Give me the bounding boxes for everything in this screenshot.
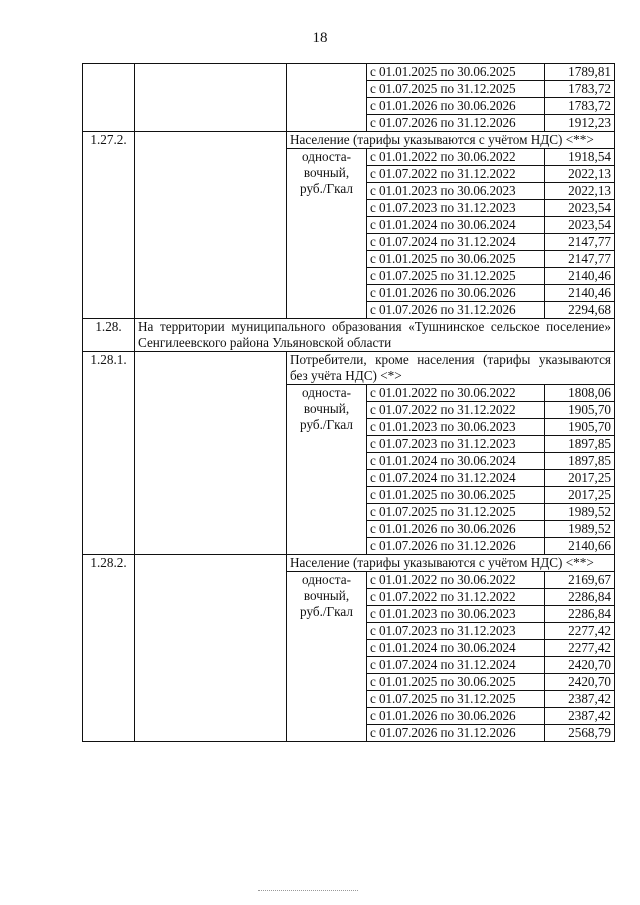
period-cell: с 01.07.2024 по 31.12.2024 [367, 470, 545, 487]
page-number: 18 [312, 30, 328, 46]
tariff-value-cell: 1808,06 [545, 385, 615, 402]
tariff-value-cell: 2023,54 [545, 217, 615, 234]
tariff-value-cell: 2387,42 [545, 691, 615, 708]
period-cell: с 01.07.2022 по 31.12.2022 [367, 402, 545, 419]
tariff-value-cell: 2023,54 [545, 200, 615, 217]
bottom-divider [258, 890, 358, 891]
period-cell: с 01.01.2023 по 30.06.2023 [367, 606, 545, 623]
tariff-value-cell: 2277,42 [545, 640, 615, 657]
period-cell: с 01.07.2025 по 31.12.2025 [367, 81, 545, 98]
territory-row [83, 319, 615, 352]
consumer-group-title: Население (тарифы указываются с учётом НДС) <**> [287, 555, 615, 572]
tariff-value-cell: 1783,72 [545, 81, 615, 98]
tariff-value-cell: 2294,68 [545, 302, 615, 319]
tariff-value-cell: 2017,25 [545, 487, 615, 504]
period-cell: с 01.01.2024 по 30.06.2024 [367, 453, 545, 470]
tariff-value-cell: 1905,70 [545, 402, 615, 419]
period-cell: с 01.07.2026 по 31.12.2026 [367, 725, 545, 742]
tariff-value-cell: 2140,66 [545, 538, 615, 555]
tariff-value-cell: 2022,13 [545, 183, 615, 200]
tariff-value-cell: 1897,85 [545, 453, 615, 470]
tariff-value-cell: 2147,77 [545, 234, 615, 251]
blank-cell [135, 132, 287, 319]
item-number-cell: 1.27.2. [83, 132, 135, 319]
tariff-table [82, 63, 615, 742]
tariff-value-cell: 1897,85 [545, 436, 615, 453]
period-cell: с 01.07.2025 по 31.12.2025 [367, 268, 545, 285]
blank-cell [135, 352, 287, 555]
period-cell: с 01.01.2023 по 30.06.2023 [367, 419, 545, 436]
period-cell: с 01.01.2026 по 30.06.2026 [367, 285, 545, 302]
unit-cell: односта-вочный, руб./Гкал [287, 572, 367, 742]
period-cell: с 01.07.2023 по 31.12.2023 [367, 436, 545, 453]
period-cell: с 01.01.2022 по 30.06.2022 [367, 149, 545, 166]
period-cell: с 01.01.2026 по 30.06.2026 [367, 708, 545, 725]
tariff-value-cell: 2420,70 [545, 657, 615, 674]
period-cell: с 01.01.2025 по 30.06.2025 [367, 251, 545, 268]
period-cell: с 01.01.2024 по 30.06.2024 [367, 217, 545, 234]
tariff-value-cell: 2169,67 [545, 572, 615, 589]
group-header-row [83, 555, 615, 572]
unit-cell [287, 64, 367, 132]
tariff-value-cell: 2022,13 [545, 166, 615, 183]
tariff-value-cell: 1783,72 [545, 98, 615, 115]
period-cell: с 01.01.2022 по 30.06.2022 [367, 385, 545, 402]
tariff-value-cell: 2017,25 [545, 470, 615, 487]
group-header-row [83, 352, 615, 385]
period-cell: с 01.01.2025 по 30.06.2025 [367, 674, 545, 691]
period-cell: с 01.07.2022 по 31.12.2022 [367, 589, 545, 606]
period-cell: с 01.07.2024 по 31.12.2024 [367, 234, 545, 251]
period-cell: с 01.01.2026 по 30.06.2026 [367, 98, 545, 115]
tariff-value-cell: 2140,46 [545, 268, 615, 285]
tariff-value-cell: 2420,70 [545, 674, 615, 691]
tariff-value-cell: 1918,54 [545, 149, 615, 166]
consumer-group-title: Население (тарифы указываются с учётом НДС) <**> [287, 132, 615, 149]
tariff-value-cell: 2277,42 [545, 623, 615, 640]
tariff-value-cell: 1912,23 [545, 115, 615, 132]
period-cell: с 01.01.2024 по 30.06.2024 [367, 640, 545, 657]
blank-cell [135, 555, 287, 742]
period-cell: с 01.07.2025 по 31.12.2025 [367, 504, 545, 521]
period-cell: с 01.07.2026 по 31.12.2026 [367, 302, 545, 319]
item-number-cell: 1.28.1. [83, 352, 135, 555]
period-cell: с 01.01.2022 по 30.06.2022 [367, 572, 545, 589]
period-cell: с 01.07.2023 по 31.12.2023 [367, 200, 545, 217]
period-cell: с 01.01.2025 по 30.06.2025 [367, 64, 545, 81]
period-cell: с 01.07.2026 по 31.12.2026 [367, 538, 545, 555]
consumer-group-title: Потребители, кроме населения (тарифы указываются без учёта НДС) <*> [287, 352, 615, 385]
item-number-cell [83, 64, 135, 132]
tariff-value-cell: 1989,52 [545, 521, 615, 538]
table-row [83, 64, 615, 81]
tariff-value-cell: 2387,42 [545, 708, 615, 725]
unit-cell: односта-вочный, руб./Гкал [287, 385, 367, 555]
period-cell: с 01.01.2025 по 30.06.2025 [367, 487, 545, 504]
period-cell: с 01.07.2025 по 31.12.2025 [367, 691, 545, 708]
tariff-value-cell: 2140,46 [545, 285, 615, 302]
item-number-cell: 1.28. [83, 319, 135, 352]
tariff-value-cell: 2568,79 [545, 725, 615, 742]
period-cell: с 01.07.2024 по 31.12.2024 [367, 657, 545, 674]
tariff-value-cell: 1789,81 [545, 64, 615, 81]
tariff-value-cell: 1905,70 [545, 419, 615, 436]
tariff-value-cell: 1989,52 [545, 504, 615, 521]
unit-cell: односта-вочный, руб./Гкал [287, 149, 367, 319]
territory-title: На территории муниципального образования «Тушнинское сельское поселение» Сенгилеевского района Ульяновской области [135, 319, 615, 352]
period-cell: с 01.07.2022 по 31.12.2022 [367, 166, 545, 183]
item-number-cell: 1.28.2. [83, 555, 135, 742]
group-header-row [83, 132, 615, 149]
tariff-value-cell: 2147,77 [545, 251, 615, 268]
period-cell: с 01.07.2026 по 31.12.2026 [367, 115, 545, 132]
blank-cell [135, 64, 287, 132]
period-cell: с 01.07.2023 по 31.12.2023 [367, 623, 545, 640]
tariff-value-cell: 2286,84 [545, 606, 615, 623]
period-cell: с 01.01.2023 по 30.06.2023 [367, 183, 545, 200]
period-cell: с 01.01.2026 по 30.06.2026 [367, 521, 545, 538]
tariff-value-cell: 2286,84 [545, 589, 615, 606]
